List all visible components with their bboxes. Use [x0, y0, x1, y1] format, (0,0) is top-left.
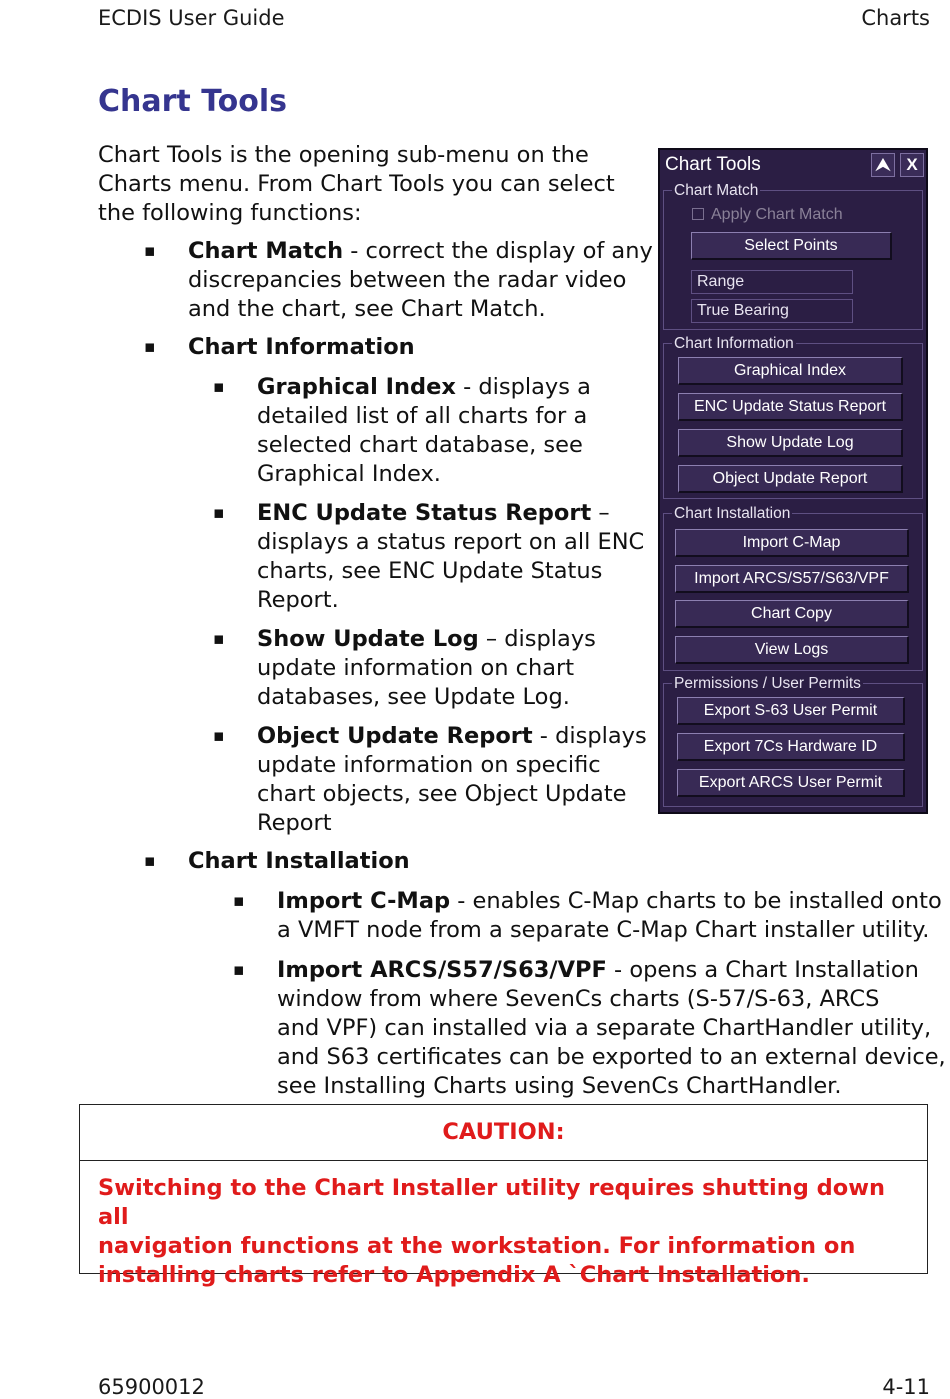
bullet-icon: ▪: [233, 960, 245, 980]
header-doc-title: ECDIS User Guide: [98, 6, 285, 30]
true-bearing-field[interactable]: True Bearing: [691, 299, 853, 323]
close-icon[interactable]: X: [900, 153, 924, 177]
object-update-report-button[interactable]: Object Update Report: [678, 465, 903, 493]
item-desc: - opens a Chart Installation: [606, 957, 919, 983]
group-label-chart-information: Chart Information: [674, 335, 794, 352]
bullet-icon: ▪: [213, 726, 225, 746]
item-desc: update information on chart: [257, 655, 575, 681]
caution-line: Switching to the Chart Installer utility requires shutting down all: [98, 1175, 886, 1230]
list-item-object-update: [257, 722, 647, 838]
list-item-chart-installation: [188, 847, 410, 876]
apply-chart-match-checkbox[interactable]: [692, 208, 704, 220]
item-desc: discrepancies between the radar video: [188, 267, 627, 293]
item-term: Chart Match: [188, 238, 344, 264]
caution-divider: [80, 1160, 927, 1161]
caution-line: navigation functions at the workstation. For information on: [98, 1233, 856, 1259]
item-desc: - correct the display of any: [343, 238, 653, 264]
enc-update-status-report-button[interactable]: ENC Update Status Report: [678, 393, 903, 421]
header-section-name: Charts: [861, 6, 930, 30]
item-desc: detailed list of all charts for a: [257, 403, 588, 429]
footer-page-number: 4-11: [882, 1375, 930, 1399]
list-item-show-update-log: [257, 625, 596, 712]
bullet-icon: ▪: [144, 241, 156, 261]
item-desc: see Installing Charts using SevenCs ChartHandler.: [277, 1073, 842, 1099]
item-desc: - displays a: [455, 374, 591, 400]
item-desc: Report.: [257, 587, 339, 613]
view-logs-button[interactable]: View Logs: [675, 636, 909, 664]
item-term: Chart Installation: [188, 848, 410, 874]
export-arcs-user-permit-button[interactable]: Export ARCS User Permit: [677, 769, 905, 797]
item-desc: and VPF) can installed via a separate ChartHandler utility,: [277, 1015, 932, 1041]
graphical-index-button[interactable]: Graphical Index: [678, 357, 903, 385]
footer-doc-number: 65900012: [98, 1375, 205, 1399]
item-desc: window from where SevenCs charts (S-57/S-63, ARCS: [277, 986, 880, 1012]
export-s63-user-permit-button[interactable]: Export S-63 User Permit: [677, 697, 905, 725]
item-desc: - enables C-Map charts to be installed onto: [450, 888, 942, 914]
panel-title: Chart Tools: [665, 154, 761, 175]
item-desc: a VMFT node from a separate C-Map Chart installer utility.: [277, 917, 930, 943]
item-desc: –: [591, 500, 610, 526]
import-cmap-button[interactable]: Import C-Map: [675, 529, 909, 557]
list-item-chart-match: [188, 237, 653, 324]
item-desc: displays a status report on all ENC: [257, 529, 645, 555]
bullet-icon: ▪: [213, 629, 225, 649]
item-term: Show Update Log: [257, 626, 479, 652]
item-term: Import ARCS/S57/S63/VPF: [277, 957, 607, 983]
list-item-import-arcs: [277, 956, 946, 1101]
item-desc: - displays: [532, 723, 647, 749]
item-desc: Graphical Index.: [257, 461, 441, 487]
bullet-icon: ▪: [233, 891, 245, 911]
apply-chart-match-label: Apply Chart Match: [711, 206, 843, 223]
chart-tools-panel: [658, 148, 928, 814]
item-desc: chart objects, see Object Update: [257, 781, 627, 807]
item-desc: and S63 certificates can be exported to an external device,: [277, 1044, 946, 1070]
item-desc: databases, see Update Log.: [257, 684, 570, 710]
item-desc: Report: [257, 810, 332, 836]
item-term: Chart Information: [188, 334, 415, 360]
item-term: Object Update Report: [257, 723, 533, 749]
section-title: Chart Tools: [98, 84, 288, 119]
caution-text: [98, 1174, 898, 1290]
chart-copy-button[interactable]: Chart Copy: [675, 600, 909, 628]
item-desc: update information on specific: [257, 752, 601, 778]
import-arcs-button[interactable]: Import ARCS/S57/S63/VPF: [675, 565, 909, 593]
export-7cs-hardware-id-button[interactable]: Export 7Cs Hardware ID: [677, 733, 905, 761]
item-term: Import C-Map: [277, 888, 451, 914]
item-term: ENC Update Status Report: [257, 500, 592, 526]
item-desc: charts, see ENC Update Status: [257, 558, 603, 584]
bullet-icon: ▪: [144, 851, 156, 871]
intro-line: Charts menu. From Chart Tools you can select: [98, 171, 615, 197]
item-desc: – displays: [478, 626, 596, 652]
intro-paragraph: [98, 141, 615, 228]
show-update-log-button[interactable]: Show Update Log: [678, 429, 903, 457]
item-desc: and the chart, see Chart Match.: [188, 296, 546, 322]
item-term: Graphical Index: [257, 374, 456, 400]
caution-line: installing charts refer to Appendix A `Chart Installation.: [98, 1262, 810, 1288]
group-label-chart-installation: Chart Installation: [674, 505, 791, 522]
list-item-chart-information: [188, 333, 415, 362]
caution-heading: CAUTION:: [442, 1119, 565, 1145]
bullet-icon: ▪: [213, 503, 225, 523]
select-points-button[interactable]: Select Points: [691, 232, 892, 260]
up-arrow-icon[interactable]: ⮝: [871, 153, 895, 177]
item-desc: selected chart database, see: [257, 432, 583, 458]
bullet-icon: ▪: [213, 377, 225, 397]
intro-line: the following functions:: [98, 200, 362, 226]
range-field[interactable]: Range: [691, 270, 853, 294]
bullet-icon: ▪: [144, 337, 156, 357]
caution-box: [79, 1104, 928, 1288]
list-item-enc-update: [257, 499, 644, 615]
group-label-chart-match: Chart Match: [674, 182, 759, 199]
group-label-permissions: Permissions / User Permits: [674, 675, 861, 692]
list-item-import-cmap: [277, 887, 942, 945]
list-item-graphical-index: [257, 373, 591, 489]
intro-line: Chart Tools is the opening sub-menu on the: [98, 142, 589, 168]
